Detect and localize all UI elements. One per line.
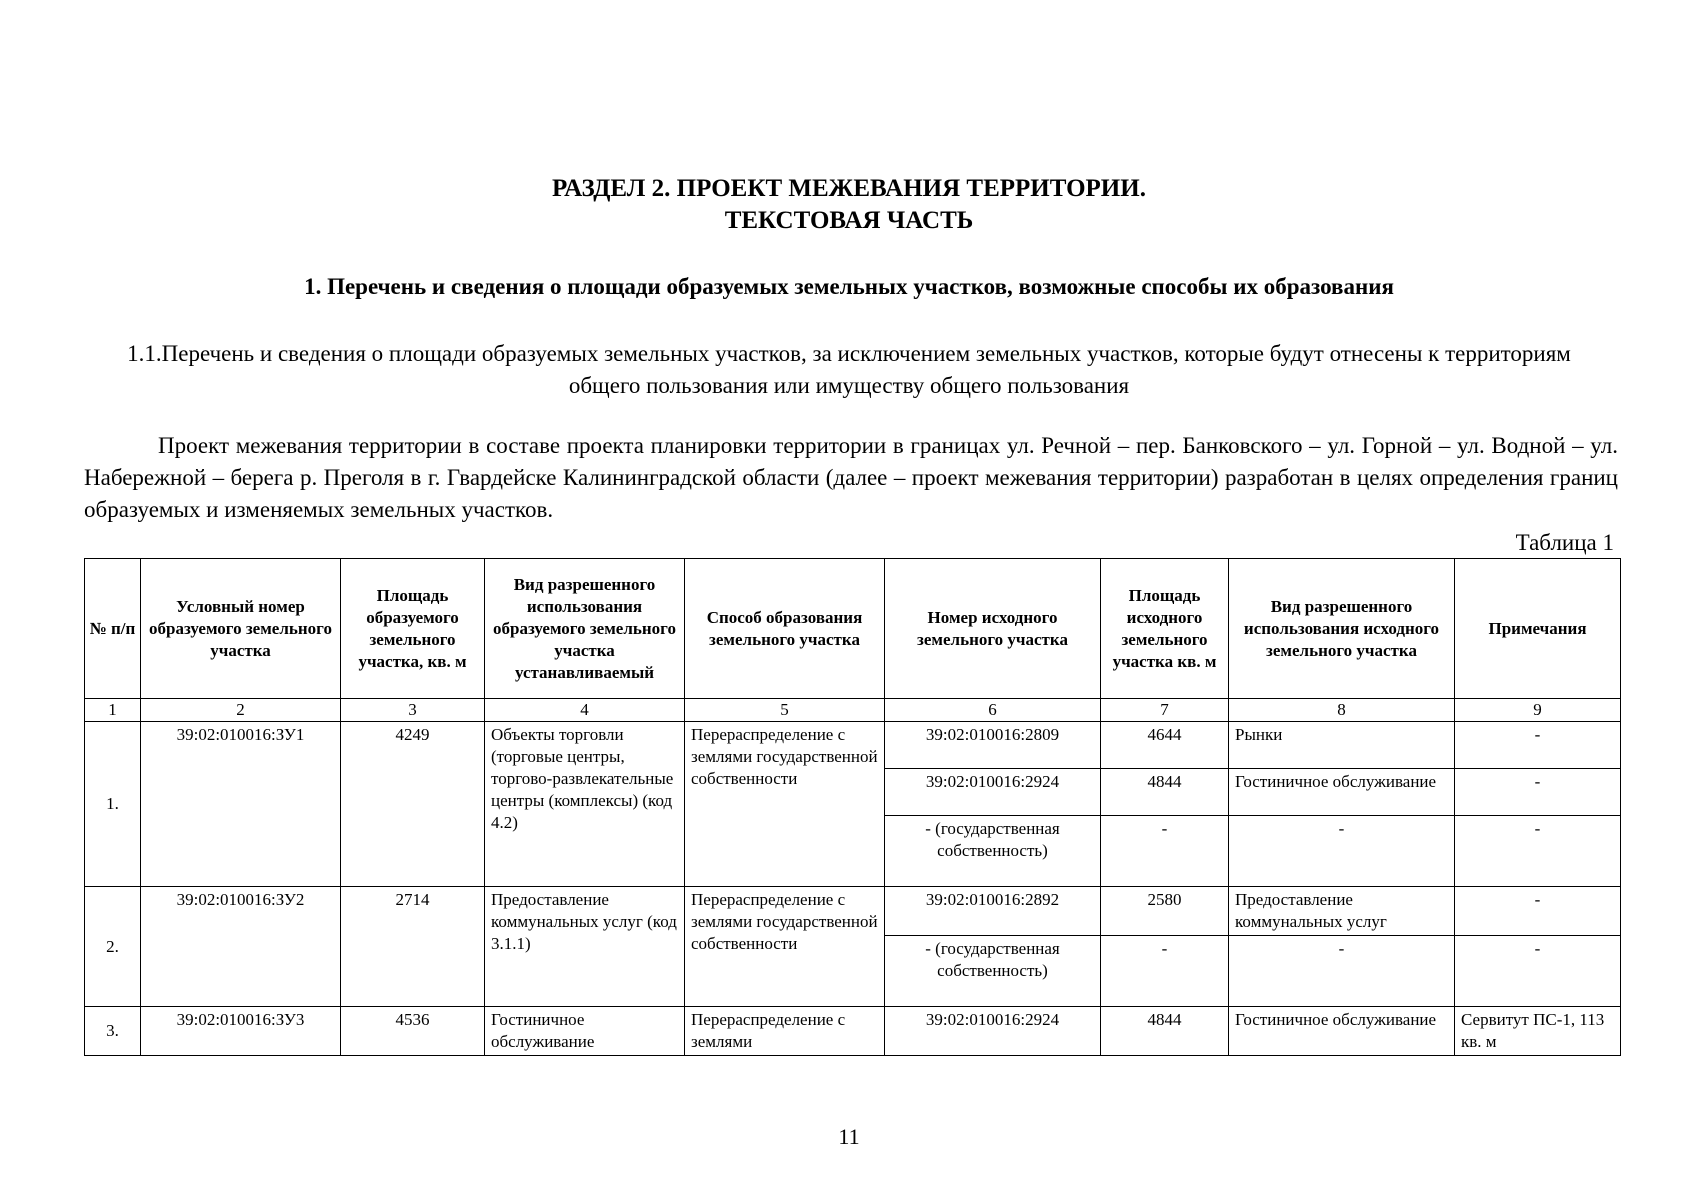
table-header-row (85, 559, 1621, 699)
header-cell: Способ образования земельного участка (685, 559, 885, 699)
header-cell: Площадь образуемого земельного участка, кв. м (341, 559, 485, 699)
formation-method: Перераспределение с землями государственной собственности (685, 887, 885, 1007)
source-number: 39:02:010016:2924 (885, 769, 1101, 816)
column-number: 7 (1101, 699, 1229, 722)
source-number: - (государственная собственность) (885, 816, 1101, 887)
table-row (85, 887, 1621, 936)
source-area: 2580 (1101, 887, 1229, 936)
plot-number: 39:02:010016:ЗУ1 (141, 722, 341, 887)
table-row (85, 1007, 1621, 1056)
intro-paragraph: Проект межевания территории в составе проекта планировки территории в границах ул. Речной – пер. Банковского – ул. Горной – ул. Водной – ул. Набережной – берега р. Преголя в г. Гвардейске Калининградской области (далее – проект межевания территории) разработан в целях определения границ образуемых и изменяемых земельных участков. (84, 433, 1618, 522)
page-number: 11 (838, 1124, 860, 1149)
plot-use: Предоставление коммунальных услуг (код 3.1.1) (485, 887, 685, 1007)
source-area: 4644 (1101, 722, 1229, 769)
source-number: 39:02:010016:2892 (885, 887, 1101, 936)
source-use: Рынки (1229, 722, 1455, 769)
column-number-row (85, 699, 1621, 722)
formation-method: Перераспределение с землями государственной собственности (685, 722, 885, 887)
plot-number: 39:02:010016:ЗУ2 (141, 887, 341, 1007)
heading-1: 1. Перечень и сведения о площади образуемых земельных участков, возможные способы их образования (304, 274, 1394, 299)
heading-1-1: 1.1.Перечень и сведения о площади образуемых земельных участков, за исключением земельных участков, которые будут отнесены к территориям общего пользования или имуществу общего пользования (127, 341, 1571, 398)
section-subtitle: ТЕКСТОВАЯ ЧАСТЬ (724, 207, 974, 234)
column-number: 3 (341, 699, 485, 722)
column-number: 1 (85, 699, 141, 722)
plot-use: Объекты торговли (торговые центры, торгово-развлекательные центры (комплексы) (код 4.2) (485, 722, 685, 887)
source-area: 4844 (1101, 769, 1229, 816)
source-area: 4844 (1101, 1007, 1229, 1056)
note: - (1455, 769, 1621, 816)
row-number: 3. (85, 1007, 141, 1056)
source-number: - (государственная собственность) (885, 936, 1101, 1007)
header-cell: Вид разрешенного использования образуемого земельного участка устанавливаемый (485, 559, 685, 699)
source-use: Гостиничное обслуживание (1229, 769, 1455, 816)
note: - (1455, 887, 1621, 936)
source-use: - (1229, 816, 1455, 887)
plot-use: Гостиничное обслуживание (485, 1007, 685, 1056)
formation-method: Перераспределение с землями (685, 1007, 885, 1056)
note: - (1455, 816, 1621, 887)
plot-area: 2714 (341, 887, 485, 1007)
header-cell: Примечания (1455, 559, 1621, 699)
section-title: РАЗДЕЛ 2. ПРОЕКТ МЕЖЕВАНИЯ ТЕРРИТОРИИ. (552, 175, 1146, 202)
header-cell: Площадь исходного земельного участка кв. м (1101, 559, 1229, 699)
note: - (1455, 722, 1621, 769)
column-number: 4 (485, 699, 685, 722)
source-use: Гостиничное обслуживание (1229, 1007, 1455, 1056)
header-cell: Вид разрешенного использования исходного земельного участка (1229, 559, 1455, 699)
column-number: 6 (885, 699, 1101, 722)
plot-number: 39:02:010016:ЗУ3 (141, 1007, 341, 1056)
column-number: 5 (685, 699, 885, 722)
source-area: - (1101, 816, 1229, 887)
source-number: 39:02:010016:2809 (885, 722, 1101, 769)
note: Сервитут ПС-1, 113 кв. м (1455, 1007, 1621, 1056)
source-area: - (1101, 936, 1229, 1007)
plot-area: 4536 (341, 1007, 485, 1056)
source-use: Предоставление коммунальных услуг (1229, 887, 1455, 936)
column-number: 2 (141, 699, 341, 722)
row-number: 2. (85, 887, 141, 1007)
land-plots-table (84, 558, 1621, 1056)
source-use: - (1229, 936, 1455, 1007)
header-cell: Условный номер образуемого земельного участка (141, 559, 341, 699)
table-caption: Таблица 1 (1515, 530, 1614, 555)
source-number: 39:02:010016:2924 (885, 1007, 1101, 1056)
header-cell: № п/п (85, 559, 141, 699)
row-number: 1. (85, 722, 141, 887)
column-number: 9 (1455, 699, 1621, 722)
table-row (85, 722, 1621, 769)
note: - (1455, 936, 1621, 1007)
plot-area: 4249 (341, 722, 485, 887)
header-cell: Номер исходного земельного участка (885, 559, 1101, 699)
column-number: 8 (1229, 699, 1455, 722)
